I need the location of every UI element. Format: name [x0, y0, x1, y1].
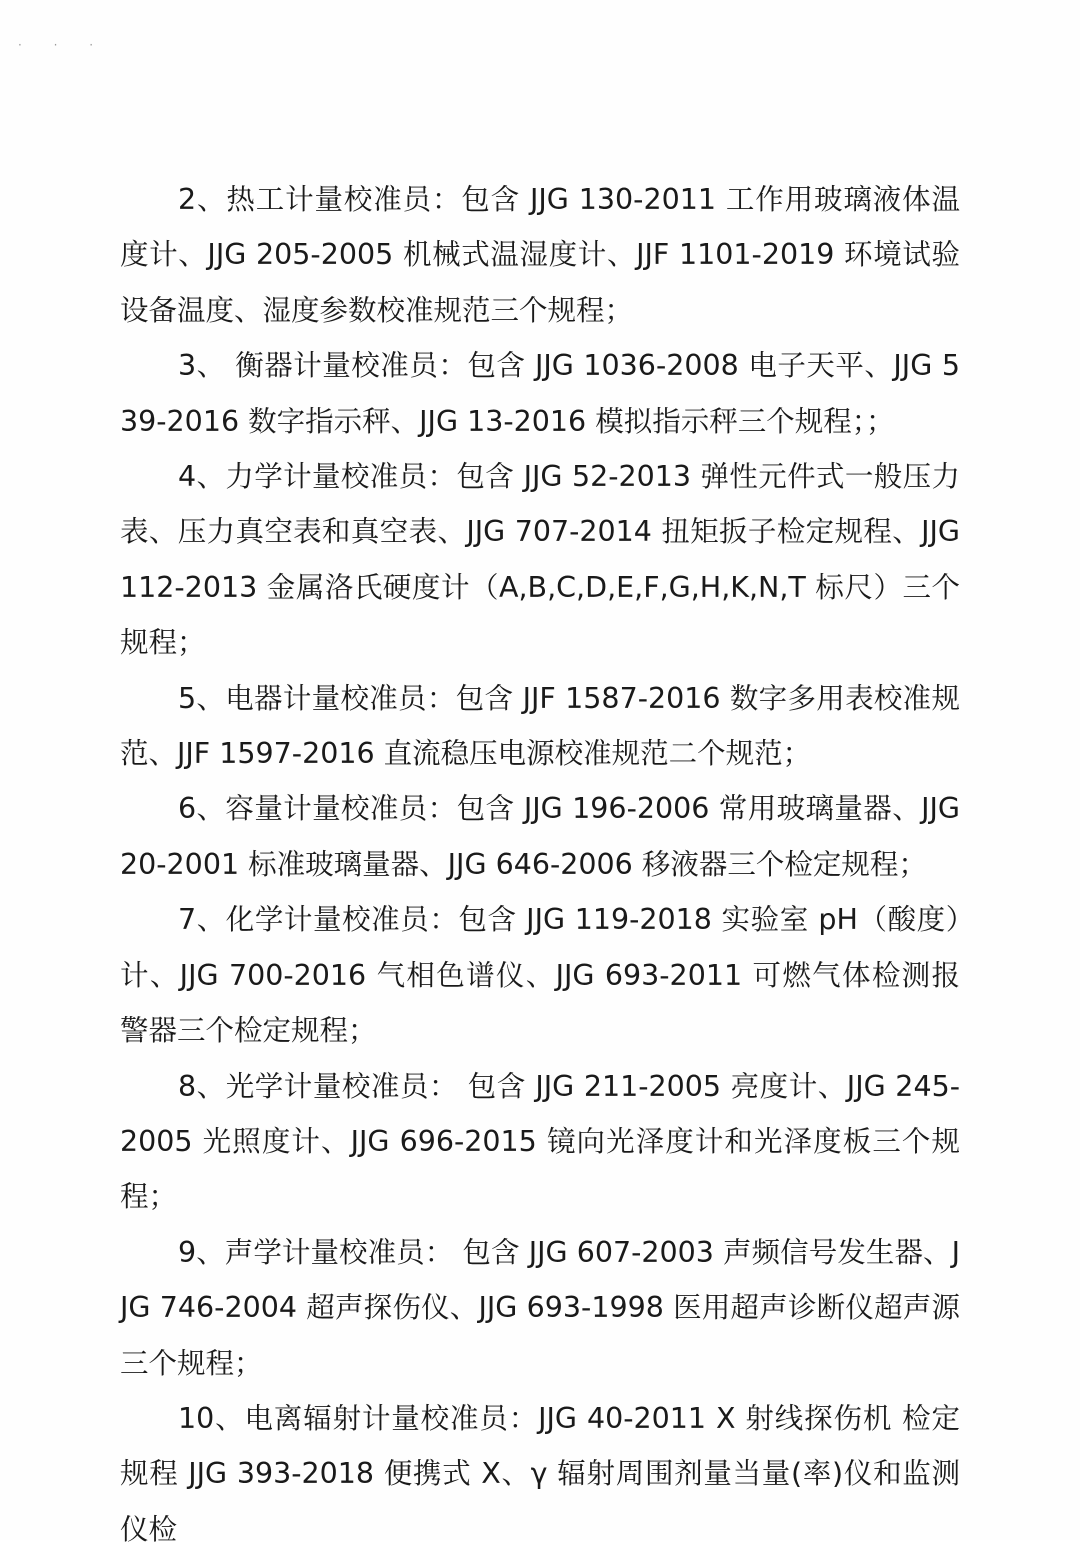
paragraph-chemistry: 7、化学计量校准员：包含 JJG 119-2018 实验室 pH（酸度）计、JJG 700-2016 气相色谱仪、JJG 693-2011 可燃气体检测报警器三个检定规程；	[120, 903, 960, 1048]
paragraph-electrical: 5、电器计量校准员：包含 JJF 1587-2016 数字多用表校准规范、JJF 1597-2016 直流稳压电源校准规范二个规范；	[120, 681, 960, 771]
paragraph-optics: 8、光学计量校准员： 包含 JJG 211-2005 亮度计、JJG 245-2005 光照度计、JJG 696-2015 镜向光泽度计和光泽度板三个规程；	[120, 1069, 960, 1214]
paragraph-radiation: 10、电离辐射计量校准员：JJG 40-2011 X 射线探伤机 检定规程 JJG 393-2018 便携式 X、γ 辐射周围剂量当量(率)仪和监测仪检	[120, 1401, 960, 1546]
paragraph-volume: 6、容量计量校准员：包含 JJG 196-2006 常用玻璃量器、JJG 20-2001 标准玻璃量器、JJG 646-2006 移液器三个检定规程；	[120, 792, 960, 881]
paragraph-mechanics: 4、力学计量校准员：包含 JJG 52-2013 弹性元件式一般压力表、压力真空表和真空表、JJG 707-2014 扭矩扳子检定规程、JJG 112-2013 金属洛氏硬度计（A,B,C,D,E,F,G,H,K,N,T 标尺）三个规程；	[120, 460, 960, 660]
paragraph-thermal: 2、热工计量校准员：包含 JJG 130-2011 工作用玻璃液体温度计、JJG 205-2005 机械式温湿度计、JJF 1101-2019 环境试验设备温度、湿度参数校准规范三个规程；	[120, 183, 960, 327]
scan-artifact: · · ·	[18, 38, 108, 52]
paragraph-weighing: 3、 衡器计量校准员：包含 JJG 1036-2008 电子天平、JJG 539-2016 数字指示秤、JJG 13-2016 模拟指示秤三个规程；；	[120, 349, 960, 438]
document-body	[120, 172, 960, 1557]
paragraph-acoustics: 9、声学计量校准员： 包含 JJG 607-2003 声频信号发生器、JJG 746-2004 超声探伤仪、JJG 693-1998 医用超声诊断仪超声源三个规程；	[120, 1235, 960, 1380]
